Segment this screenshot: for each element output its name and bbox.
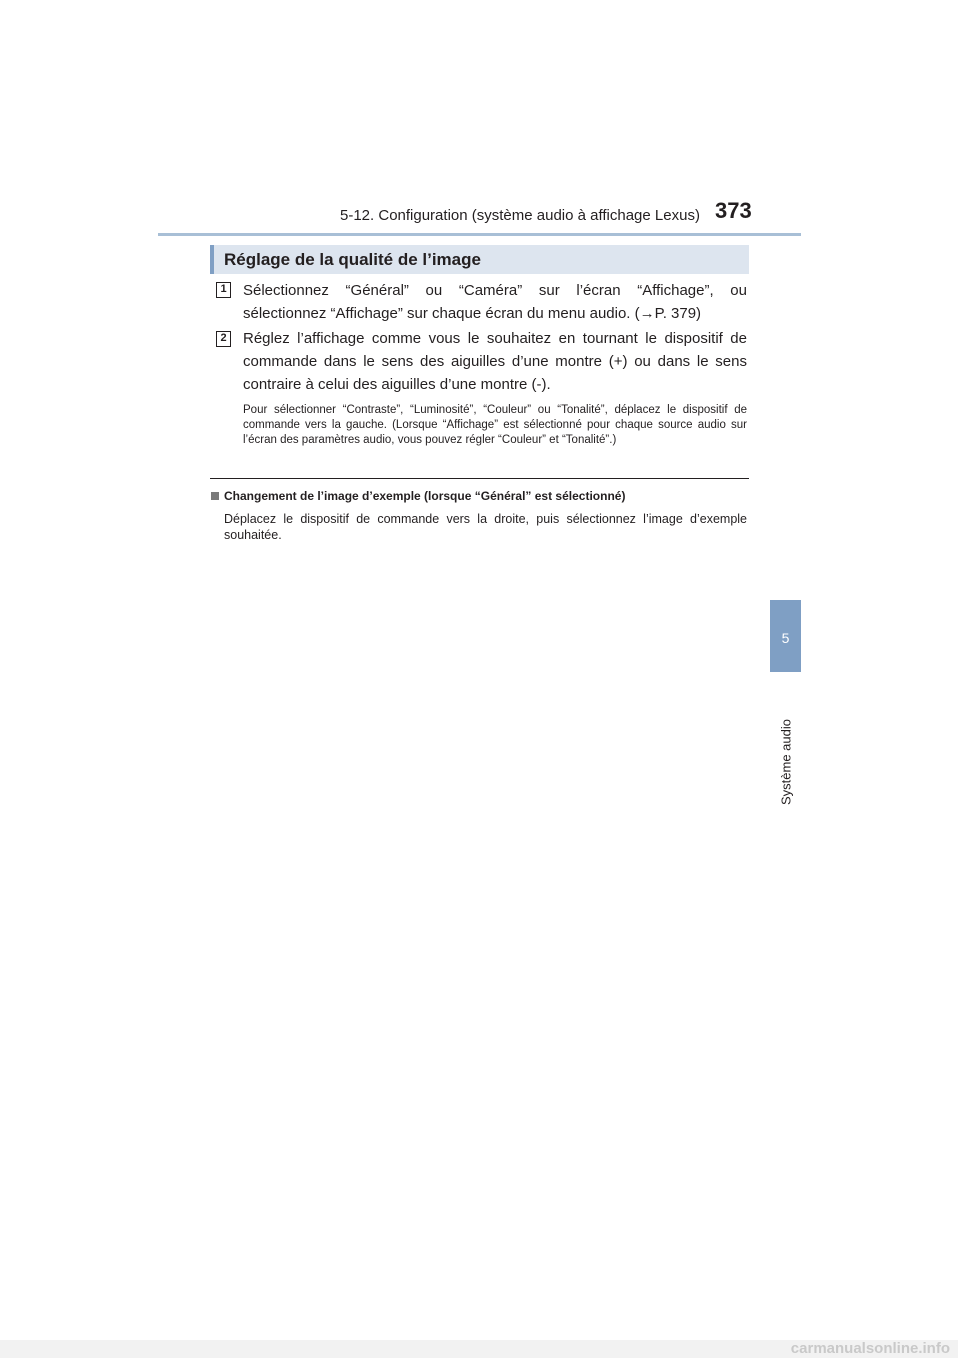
- subsection-body: Déplacez le dispositif de commande vers la droite, puis sélectionnez l’image d’exemple souhaitée.: [224, 512, 747, 542]
- header-divider: [158, 233, 801, 236]
- section-title: Réglage de la qualité de l’image: [224, 250, 481, 269]
- footer-watermark[interactable]: carmanualsonline.info: [790, 1340, 950, 1357]
- subsection-heading: [211, 489, 625, 503]
- chapter-tab[interactable]: [770, 600, 801, 672]
- chapter-label: Système audio: [778, 719, 794, 805]
- subsection-title: Changement de l’image d’exemple (lorsque “Général” est sélectionné): [224, 489, 626, 503]
- page-number: 373: [715, 198, 752, 223]
- step-2-note: Pour sélectionner “Contraste”, “Luminosité”, “Couleur” ou “Tonalité”, déplacez le dispositif de commande vers la gauche. (Lorsque “Affichage” est sélectionné pour chaque source audio sur l’écran des paramètres audio, vous pouvez régler “Couleur” et “Tonalité”.): [243, 404, 747, 446]
- section-header: [210, 245, 749, 274]
- chapter-number: 5: [781, 630, 790, 646]
- footer-bar: [0, 1340, 958, 1358]
- running-head: 5-12. Configuration (système audio à affichage Lexus): [340, 207, 700, 224]
- step-2-text: Réglez l’affichage comme vous le souhaitez en tournant le dispositif de commande dans le sens des aiguilles d’une montre (+) ou dans le sens contraire à celui des aiguilles d’une montre (-).: [243, 330, 747, 393]
- step-1-text: Sélectionnez “Général” ou “Caméra” sur l’écran “Affichage”, ou sélectionnez “Affichage” sur chaque écran du menu audio. (→P. 379): [243, 282, 747, 322]
- step-2-badge: 2: [216, 331, 231, 347]
- section-divider: [210, 478, 749, 479]
- square-bullet-icon: [211, 492, 219, 500]
- step-1-badge: 1: [216, 282, 231, 298]
